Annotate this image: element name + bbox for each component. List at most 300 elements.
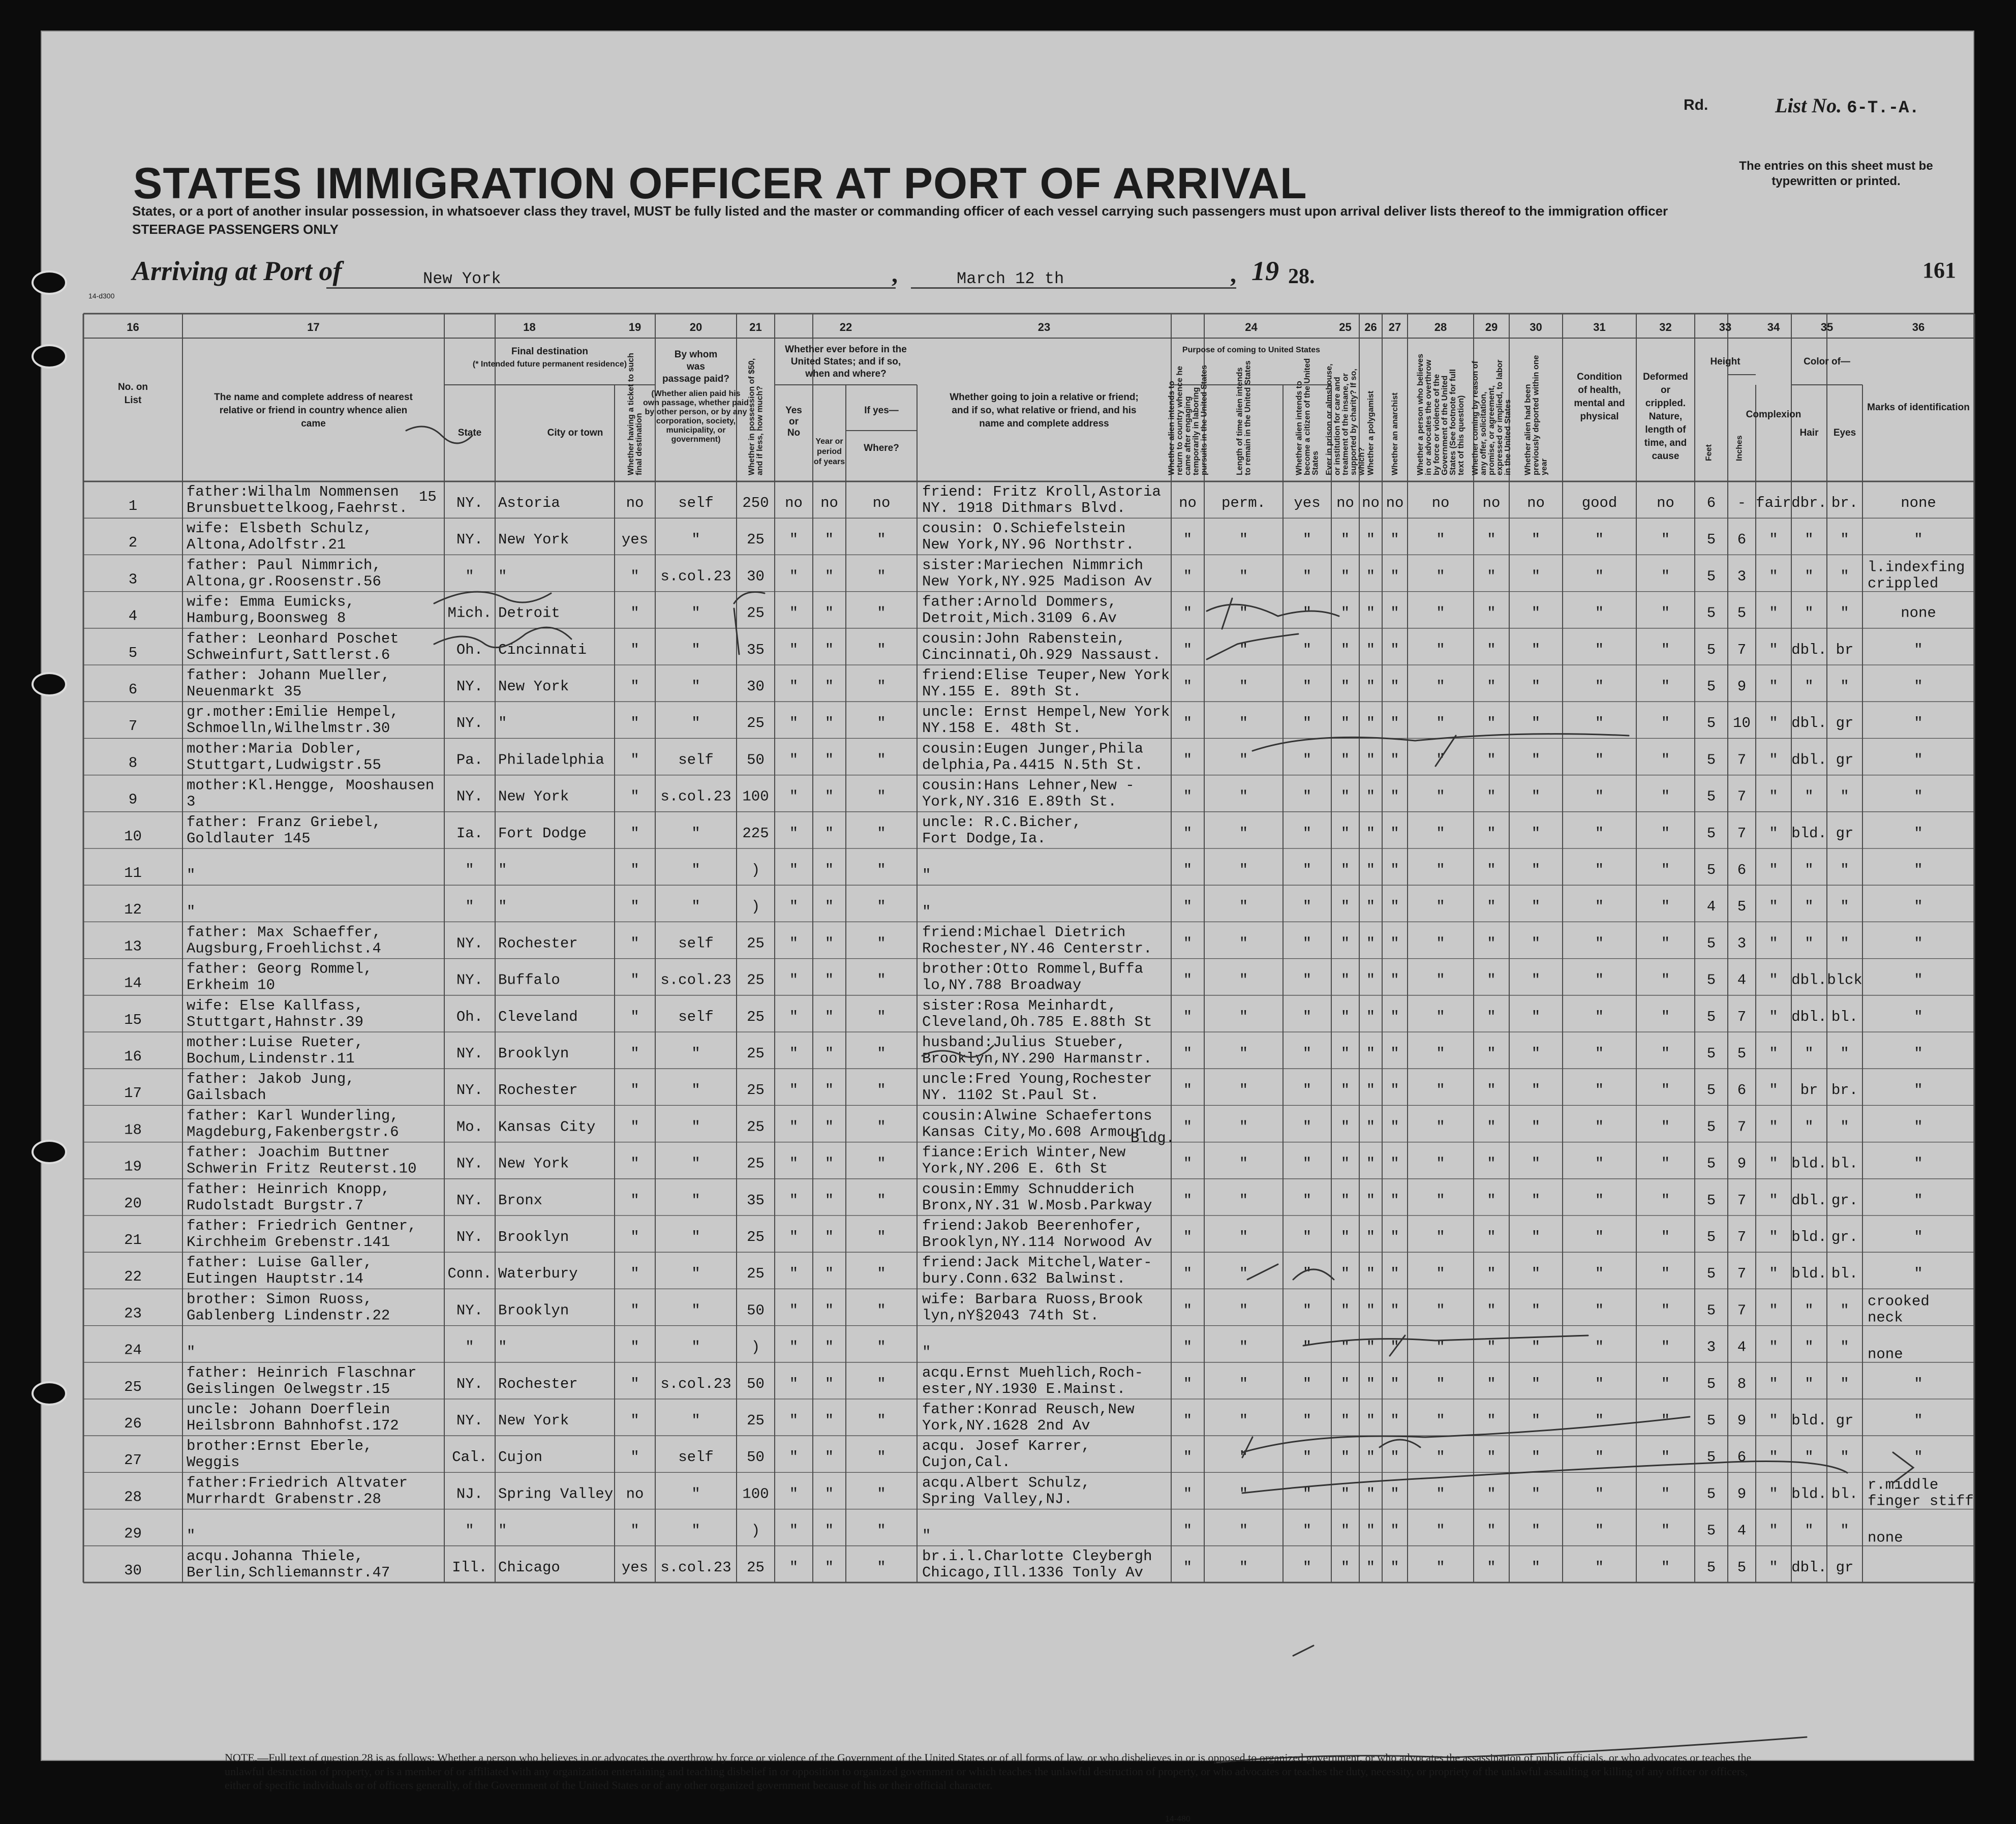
ticket: ": [630, 604, 639, 622]
period: ": [824, 862, 834, 878]
row-number: 8: [128, 754, 138, 772]
column-title-29: any offer, solicitation,: [1479, 391, 1488, 475]
where: ": [877, 1155, 886, 1172]
complexion: ": [1769, 531, 1778, 549]
health: ": [1595, 1008, 1604, 1025]
purpose-length: ": [1239, 1229, 1248, 1245]
list-number: [1775, 94, 1919, 118]
purpose-citizen: ": [1302, 1412, 1312, 1429]
dest-state: NY.: [456, 788, 483, 805]
joining-address: ester,NY.1930 E.Mainst.: [922, 1380, 1126, 1397]
column-title-20: By whom: [674, 349, 718, 360]
polygamist: ": [1366, 1192, 1376, 1209]
polygamist: no: [1362, 495, 1380, 511]
table-row: [124, 1034, 1923, 1067]
overthrow: ": [1436, 1375, 1445, 1392]
prison: ": [1340, 1412, 1350, 1429]
polygamist: ": [1366, 825, 1376, 842]
identification-marks: ": [1914, 1229, 1923, 1245]
height-feet: 5: [1706, 1265, 1716, 1283]
purpose-length: ": [1239, 1265, 1248, 1283]
ticket: ": [630, 1229, 639, 1245]
height-feet: 6: [1706, 495, 1716, 511]
form-code: 14-d300: [88, 292, 115, 300]
purpose-length: ": [1239, 751, 1248, 769]
anarchist: ": [1390, 1265, 1399, 1283]
health: ": [1595, 1375, 1604, 1392]
relative-name: mother:Maria Dobler,: [187, 740, 364, 757]
passage-paid: ": [691, 715, 700, 732]
column-title-32: or: [1661, 385, 1670, 396]
purpose-citizen: ": [1302, 1302, 1312, 1319]
joining-name: father:Arnold Dommers,: [922, 593, 1117, 611]
anarchist: ": [1390, 1118, 1399, 1136]
joining-address: Cujon,Cal.: [922, 1454, 1011, 1471]
health: ": [1595, 862, 1604, 878]
relative-name: uncle: Johann Doerflein: [187, 1401, 390, 1418]
period: ": [824, 1449, 834, 1466]
complexion: ": [1769, 1485, 1778, 1503]
dest-city: Rochester: [498, 1375, 578, 1392]
column-title-28: in or advocates the overthrow: [1424, 359, 1433, 475]
deformed: ": [1661, 1008, 1670, 1025]
passage-paid: ": [691, 1045, 700, 1062]
column-number-33: 33: [1719, 321, 1732, 333]
joining-address: bury.Conn.632 Balwinst.: [922, 1270, 1126, 1288]
column-title-30: year: [1540, 459, 1549, 475]
purpose-length: ": [1239, 1045, 1248, 1062]
ticket: ": [630, 715, 639, 732]
passage-paid: ": [691, 1082, 700, 1099]
row-number: 19: [124, 1158, 142, 1175]
relative-address: Schwerin Fritz Reuterst.10: [187, 1160, 417, 1177]
purpose-citizen: ": [1302, 1045, 1312, 1062]
column-title-28: States (See footnote for full: [1449, 369, 1457, 475]
joining-address: NY. 1918 Dithmars Blvd.: [922, 500, 1126, 516]
period: ": [824, 971, 834, 989]
health: ": [1595, 1192, 1604, 1209]
height-inches: 6: [1737, 531, 1747, 549]
eye-color: ": [1840, 935, 1849, 952]
money: 225: [742, 825, 769, 842]
prison: ": [1340, 788, 1350, 805]
ticket: ": [630, 935, 639, 952]
purpose-return: ": [1183, 1118, 1193, 1136]
hair-color: ": [1805, 531, 1814, 549]
passage-paid: ": [691, 641, 700, 658]
subtitle-steerage: STEERAGE PASSENGERS ONLY: [132, 222, 339, 237]
subtitle-instructions: States, or a port of another insular possession, in whatsoever class they travel, MUST be fully listed and the master or commanding officer of each vessel carrying such passengers must upon arrival deliver lists thereof to the immigration officer: [132, 203, 1668, 219]
column-feet-label: Feet: [1704, 444, 1714, 461]
joining-name: sister:Rosa Meinhardt,: [922, 997, 1117, 1014]
labor-offer: ": [1487, 1265, 1496, 1283]
purpose-citizen: ": [1302, 788, 1312, 805]
dest-state: NY.: [456, 971, 483, 989]
period: ": [824, 641, 834, 658]
form-number: 14-480: [1165, 1815, 1190, 1823]
overthrow: ": [1436, 1082, 1445, 1099]
where: ": [877, 788, 886, 805]
dest-city: Waterbury: [498, 1265, 578, 1283]
column-number-26: 26: [1364, 321, 1377, 333]
deformed: ": [1661, 1082, 1670, 1099]
period: ": [824, 1045, 834, 1062]
purpose-length: ": [1239, 1522, 1248, 1539]
table-row: [129, 630, 1923, 663]
relative-name: brother: Simon Ruoss,: [187, 1291, 373, 1308]
money: 25: [747, 1082, 765, 1099]
eye-color: bl.: [1831, 1485, 1858, 1503]
dest-city: ": [498, 862, 507, 878]
where: ": [877, 1265, 886, 1283]
deported: ": [1531, 935, 1541, 952]
before-us: ": [789, 1082, 799, 1099]
hair-color: bld.: [1791, 1229, 1827, 1245]
joining-name: friend:Elise Teuper,New York: [922, 667, 1170, 684]
relative-address: Eutingen Hauptstr.14: [187, 1270, 364, 1288]
purpose-length: ": [1239, 1559, 1248, 1576]
anarchist: ": [1390, 1522, 1399, 1539]
polygamist: ": [1366, 531, 1376, 549]
anarchist: ": [1390, 1559, 1399, 1576]
complexion: ": [1769, 678, 1778, 695]
purpose-citizen: ": [1302, 531, 1312, 549]
before-us: ": [789, 1265, 799, 1283]
before-us: ": [789, 1045, 799, 1062]
purpose-length: ": [1239, 568, 1248, 585]
deported: ": [1531, 1522, 1541, 1539]
relative-name: father: Friedrich Gentner,: [187, 1218, 417, 1234]
column-title-23: name and complete address: [979, 418, 1109, 429]
joining-address-cont: Bldg.: [1131, 1130, 1175, 1147]
hair-color: br: [1800, 1082, 1818, 1099]
dest-state: NY.: [456, 1302, 483, 1319]
deported: ": [1531, 1118, 1541, 1136]
column-24c: States: [1311, 450, 1320, 475]
purpose-citizen: ": [1302, 1559, 1312, 1576]
money: 30: [747, 568, 765, 585]
height-feet: 5: [1706, 1375, 1716, 1392]
binding-hole: [32, 344, 67, 369]
polygamist: ": [1366, 1155, 1376, 1172]
complexion: ": [1769, 1449, 1778, 1466]
column-yes-label: No: [787, 428, 801, 438]
ticket: ": [630, 1008, 639, 1025]
polygamist: ": [1366, 971, 1376, 989]
polygamist: ": [1366, 1412, 1376, 1429]
health: ": [1595, 935, 1604, 952]
passage-paid: self: [678, 751, 714, 769]
row-number: 13: [124, 938, 142, 955]
anarchist: ": [1390, 678, 1399, 695]
dest-state: NY.: [456, 1229, 483, 1245]
period: ": [824, 751, 834, 769]
ticket: ": [630, 1192, 639, 1209]
purpose-return: ": [1183, 862, 1193, 878]
ticket: ": [630, 1082, 639, 1099]
health: ": [1595, 825, 1604, 842]
column-title-17: The name and complete address of nearest: [214, 392, 413, 403]
joining-address: NY. 1102 St.Paul St.: [922, 1087, 1099, 1104]
prison: ": [1340, 604, 1350, 622]
passage-paid: ": [691, 1412, 700, 1429]
prison: ": [1340, 1339, 1350, 1356]
joining-name: friend: Fritz Kroll,Astoria: [922, 483, 1161, 500]
column-where-label: Where?: [864, 443, 899, 453]
column-title-27: Whether an anarchist: [1391, 392, 1399, 475]
purpose-citizen: ": [1302, 1522, 1312, 1539]
complexion: ": [1769, 1265, 1778, 1283]
dest-city: New York: [498, 531, 569, 549]
column-title-34: Complexion: [1746, 409, 1801, 420]
joining-address: NY.158 E. 48th St.: [922, 720, 1082, 737]
relative-address: Gailsbach: [187, 1087, 266, 1104]
table-row: [124, 1474, 1974, 1509]
column-24c: Whether alien intends to: [1295, 381, 1304, 475]
table-row: [124, 1364, 1923, 1397]
period: ": [824, 1155, 834, 1172]
complexion: ": [1769, 788, 1778, 805]
period: ": [824, 1485, 834, 1503]
deformed: ": [1661, 1485, 1670, 1503]
hair-color: ": [1805, 1302, 1814, 1319]
overthrow: ": [1436, 1559, 1445, 1576]
purpose-citizen: ": [1302, 1008, 1312, 1025]
height-feet: 5: [1706, 1229, 1716, 1245]
deported: ": [1531, 1449, 1541, 1466]
passage-paid: ": [691, 862, 700, 878]
relative-name: father: Leonhard Poschet: [187, 630, 399, 647]
before-us: ": [789, 1008, 799, 1025]
anarchist: ": [1390, 604, 1399, 622]
where: ": [877, 604, 886, 622]
anarchist: ": [1390, 862, 1399, 878]
money: ): [751, 898, 760, 916]
purpose-citizen: ": [1302, 1229, 1312, 1245]
joining-address: York,NY.316 E.89th St.: [922, 793, 1117, 810]
purpose-citizen: ": [1302, 1192, 1312, 1209]
health: ": [1595, 1412, 1604, 1429]
relative-address: Schweinfurt,Sattlerst.6: [187, 646, 390, 663]
period: ": [824, 788, 834, 805]
relative-address: Altona,Adolfstr.21: [187, 536, 346, 554]
health: ": [1595, 531, 1604, 549]
before-us: ": [789, 531, 799, 549]
purpose-return: ": [1183, 678, 1193, 695]
relative-name-cont: 15: [419, 489, 437, 505]
eye-color: gr: [1836, 751, 1854, 769]
column-title-25: treatment of the insane, or: [1341, 373, 1350, 475]
dest-state: NY.: [456, 495, 483, 511]
row-number: 23: [124, 1305, 142, 1322]
joining-address: Bronx,NY.31 W.Mosb.Parkway: [922, 1197, 1152, 1214]
identification-marks: ": [1914, 1008, 1923, 1025]
identification-marks: l.indexfing: [1868, 559, 1965, 576]
labor-offer: ": [1487, 935, 1496, 952]
column-24c: become a citizen of the United: [1303, 358, 1312, 475]
dest-state: Ia.: [456, 825, 483, 842]
height-inches: 4: [1737, 1339, 1747, 1356]
anarchist: ": [1390, 1082, 1399, 1099]
dest-state: Cal.: [452, 1449, 487, 1466]
anarchist: ": [1390, 568, 1399, 585]
where: ": [877, 531, 886, 549]
polygamist: ": [1366, 788, 1376, 805]
column-inches-label: Inches: [1735, 435, 1744, 461]
prison: ": [1340, 1559, 1350, 1576]
money: 25: [747, 1265, 765, 1283]
prison: ": [1340, 531, 1350, 549]
passage-paid: ": [691, 1339, 700, 1356]
row-number: 22: [124, 1268, 142, 1286]
joining-address: New York,NY.96 Northstr.: [922, 536, 1135, 554]
where: ": [877, 825, 886, 842]
column-title-29: in the United States: [1504, 399, 1512, 475]
overthrow: ": [1436, 1485, 1445, 1503]
joining-address: Brooklyn,NY.114 Norwood Av: [922, 1234, 1152, 1251]
passage-paid: ": [691, 898, 700, 916]
column-number-21: 21: [749, 321, 762, 333]
column-title-19: final destination: [635, 413, 644, 475]
period: ": [824, 1118, 834, 1136]
polygamist: ": [1366, 1265, 1376, 1283]
where: ": [877, 715, 886, 732]
identification-marks: ": [1914, 788, 1923, 805]
purpose-return: ": [1183, 971, 1193, 989]
ticket: ": [630, 971, 639, 989]
eye-color: ": [1840, 1522, 1849, 1539]
eye-color: gr: [1836, 1559, 1854, 1576]
deported: ": [1531, 1045, 1541, 1062]
money: ): [751, 1339, 760, 1356]
deported: ": [1531, 1339, 1541, 1356]
purpose-citizen: ": [1302, 1449, 1312, 1466]
column-title-30: previously deported within one: [1532, 355, 1541, 475]
eye-color: ": [1840, 604, 1849, 622]
prison: ": [1340, 641, 1350, 658]
polygamist: ": [1366, 1302, 1376, 1319]
binding-hole: [32, 1381, 67, 1406]
labor-offer: ": [1487, 788, 1496, 805]
deformed: ": [1661, 1522, 1670, 1539]
ticket: ": [630, 825, 639, 842]
dest-city: Brooklyn: [498, 1045, 569, 1062]
column-period-label: of years: [813, 458, 845, 466]
where: ": [877, 568, 886, 585]
column-subtitle-20: municipality, or: [666, 426, 726, 435]
height-inches: 9: [1737, 1412, 1747, 1429]
purpose-return: ": [1183, 1265, 1193, 1283]
prison: ": [1340, 1045, 1350, 1062]
row-number: 4: [128, 607, 138, 625]
joining-name: husband:Julius Stueber,: [922, 1034, 1126, 1051]
before-us: ": [789, 1229, 799, 1245]
column-number-36: 36: [1912, 321, 1925, 333]
health: ": [1595, 1045, 1604, 1062]
height-feet: 5: [1706, 1155, 1716, 1172]
passage-paid: s.col.23: [660, 1375, 731, 1392]
column-title-21: and if less, how much?: [755, 385, 765, 475]
health: ": [1595, 1265, 1604, 1283]
prison: ": [1340, 1522, 1350, 1539]
polygamist: ": [1366, 1229, 1376, 1245]
health: ": [1595, 788, 1604, 805]
prison: no: [1336, 495, 1354, 511]
deformed: ": [1661, 1302, 1670, 1319]
deported: ": [1531, 751, 1541, 769]
eye-color: gr: [1836, 715, 1854, 732]
dest-state: Mo.: [456, 1118, 483, 1136]
overthrow: ": [1436, 1412, 1445, 1429]
purpose-citizen: ": [1302, 825, 1312, 842]
purpose-length: ": [1239, 678, 1248, 695]
height-inches: 9: [1737, 1155, 1747, 1172]
before-us: ": [789, 1375, 799, 1392]
table-row: [124, 961, 1923, 994]
overthrow: ": [1436, 1522, 1445, 1539]
column-title-32: crippled.: [1645, 398, 1686, 409]
ticket: ": [630, 751, 639, 769]
identification-marks: ": [1914, 825, 1923, 842]
deformed: ": [1661, 1192, 1670, 1209]
purpose-return: ": [1183, 568, 1193, 585]
ticket: no: [626, 495, 644, 511]
height-feet: 5: [1706, 641, 1716, 658]
height-inches: 7: [1737, 1229, 1747, 1245]
column-city-label: City or town: [547, 428, 603, 438]
joining-name: acqu.Ernst Muehlich,Roch-: [922, 1364, 1144, 1381]
complexion: ": [1769, 1045, 1778, 1062]
column-24a: return to country whence he: [1175, 366, 1184, 475]
identification-marks: ": [1914, 641, 1923, 658]
purpose-citizen: ": [1302, 1339, 1312, 1356]
labor-offer: ": [1487, 641, 1496, 658]
sheet-number: 161: [1922, 258, 1956, 283]
polygamist: ": [1366, 1082, 1376, 1099]
labor-offer: ": [1487, 1045, 1496, 1062]
period: ": [824, 1522, 834, 1539]
identification-marks: ": [1914, 1192, 1923, 1209]
complexion: ": [1769, 1082, 1778, 1099]
column-title-21: Whether in possession of $50,: [747, 358, 756, 475]
where: ": [877, 1559, 886, 1576]
relative-name: mother:Luise Rueter,: [187, 1034, 364, 1051]
complexion: ": [1769, 1118, 1778, 1136]
ticket: ": [630, 1045, 639, 1062]
ticket: ": [630, 1118, 639, 1136]
purpose-citizen: ": [1302, 1375, 1312, 1392]
period: ": [824, 1339, 834, 1356]
purpose-length: ": [1239, 788, 1248, 805]
joining-address: lyn,nY§2043 74th St.: [922, 1307, 1099, 1324]
height-inches: 5: [1737, 604, 1747, 622]
labor-offer: ": [1487, 1118, 1496, 1136]
purpose-return: ": [1183, 1412, 1193, 1429]
before-us: ": [789, 862, 799, 878]
deported: ": [1531, 1082, 1541, 1099]
deformed: ": [1661, 1229, 1670, 1245]
dest-city: Rochester: [498, 1082, 578, 1099]
height-inches: 5: [1737, 898, 1747, 916]
overthrow: ": [1436, 1118, 1445, 1136]
height-feet: 5: [1706, 604, 1716, 622]
joining-address: Fort Dodge,Ia.: [922, 830, 1046, 847]
joining-address: ": [922, 903, 931, 921]
complexion: ": [1769, 604, 1778, 622]
deported: ": [1531, 788, 1541, 805]
column-title-31: Condition: [1577, 372, 1622, 382]
joining-address: lo,NY.788 Broadway: [922, 977, 1082, 994]
